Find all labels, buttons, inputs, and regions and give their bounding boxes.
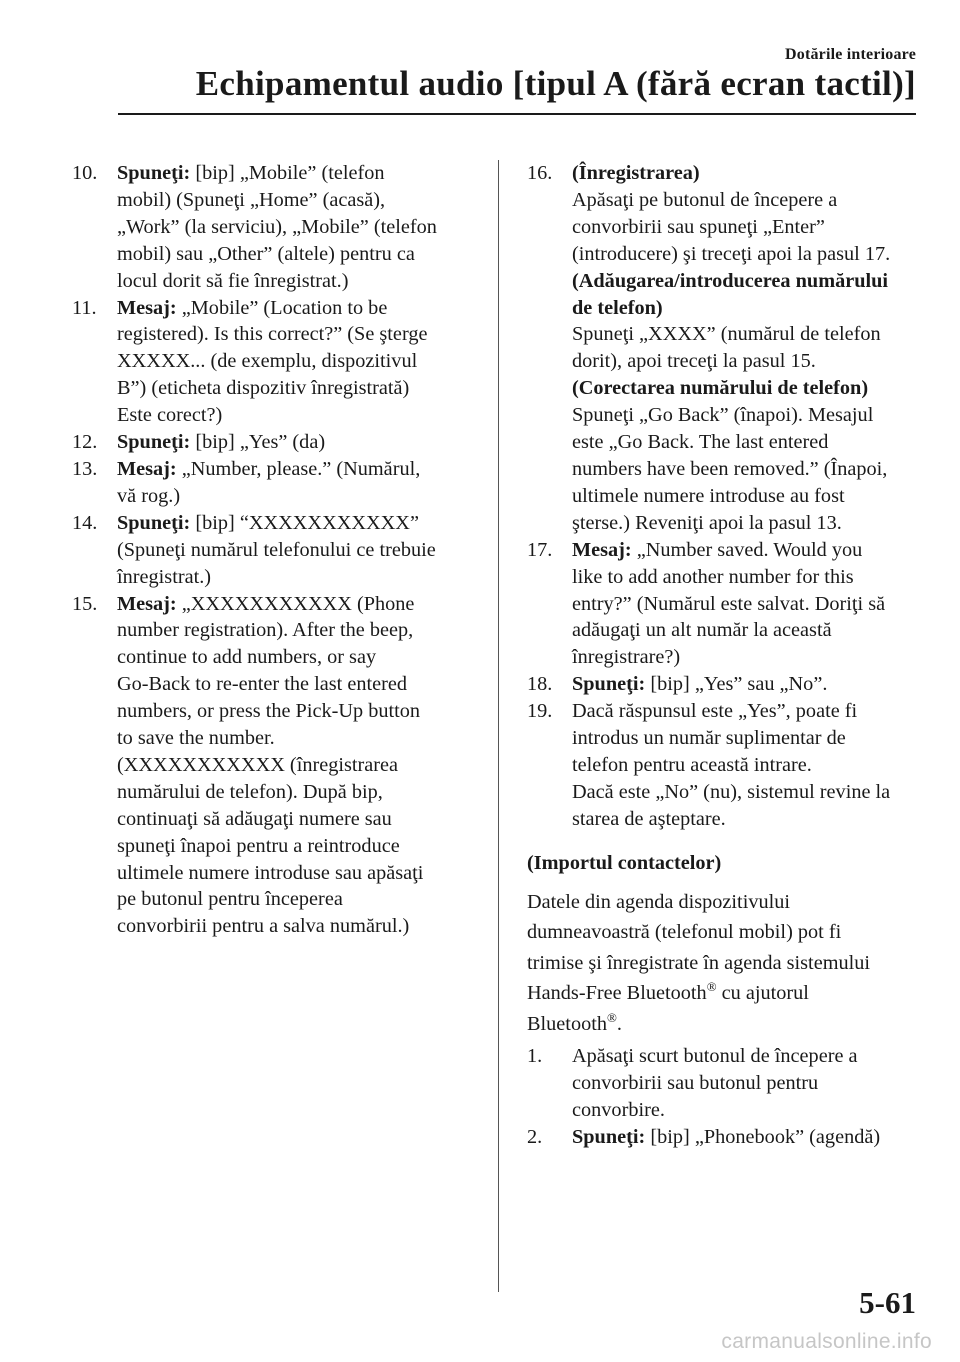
step-text: şterse.) Reveniţi apoi la pasul 13. [572,511,842,534]
step-text: „Number, please.” (Numărul, [181,457,421,480]
step-number: 16. [527,162,553,184]
step-text: registered). Is this correct?” (Se şterge [117,323,428,346]
registered-mark: ® [706,979,717,995]
step-13 [72,456,474,510]
step-15 [72,591,474,941]
step-text: continue to add numbers, or say [117,646,377,669]
step-number: 12. [72,431,98,454]
step-text: number registration). After the beep, [117,619,414,642]
step-text: [bip] „Yes” (da) [195,431,326,454]
step-16-body [527,187,919,268]
step-text: telefon pentru această intrare. [572,753,812,776]
import-contacts-paragraph [527,887,919,1040]
para-text: trimise şi înregistrate în agenda sistemului [527,951,871,974]
column-divider [498,160,499,1292]
step-number: 17. [527,538,553,561]
step-heading: (Înregistrarea) [572,162,700,184]
step-text: mobil) sau „Other” (altele) pentru ca [117,242,415,265]
step-text: [bip] „Phonebook” (agendă) [650,1125,881,1148]
step-14 [72,510,474,591]
step-text: adăugaţi un alt număr la această [572,619,832,642]
step-text: ultimele numere introduse au fost [572,484,845,507]
step-text: convorbire. [572,1098,665,1121]
step-text: vă rog.) [117,484,181,507]
step-label: Spuneţi: [117,511,191,534]
step-text: înregistrat.) [117,565,212,588]
step-text: (Spuneţi numărul telefonului ce trebuie [117,538,436,561]
step-number: 15. [72,592,98,615]
step-number: 18. [527,673,553,696]
step-text: numărului de telefon). După bip, [117,780,383,803]
step-label: Mesaj: [117,296,177,319]
step-text: Spuneţi „Go Back” (înapoi). Mesajul [572,404,874,427]
step-text: Dacă este „No” (nu), sistemul revine la [572,780,891,803]
right-column [527,160,919,1151]
step-text: Spuneţi „XXXX” (numărul de telefon [572,323,881,346]
left-column [72,160,474,940]
step-text: „Number saved. Would you [636,538,863,561]
step-16-subheading-correct [527,375,919,402]
step-text: to save the number. [117,727,275,750]
step-text: introdus un număr suplimentar de [572,727,846,750]
step-16-body-correct [527,402,919,537]
watermark: carmanualsonline.info [721,1330,932,1353]
step-text: este „Go Back. The last entered [572,431,829,454]
para-text: Datele din agenda dispozitivului [527,890,791,913]
step-16-body-add [527,321,919,375]
subheading-text: (Adăugarea/introducerea numărului [572,269,889,292]
step-11 [72,295,474,430]
step-label: Mesaj: [117,457,177,480]
step-label: Spuneţi: [117,162,191,184]
page-header-section: Dotările interioare [784,46,916,63]
step-number: 1. [527,1045,543,1068]
step-10 [72,160,474,295]
step-text: Apăsaţi pe butonul de începere a [572,188,838,211]
header-rule [118,113,916,115]
step-number: 10. [72,162,98,184]
step-text: starea de aşteptare. [572,807,726,830]
step-text: ultimele numere introduse sau apăsaţi [117,861,424,884]
step-number: 14. [72,511,98,534]
step-text: [bip] „Yes” sau „No”. [650,673,828,696]
step-text: mobil) (Spuneţi „Home” (acasă), [117,188,386,211]
step-16-subheading-add [527,268,919,322]
step-text: pe butonul pentru începerea [117,888,343,911]
step-number: 2. [527,1125,543,1148]
step-text: entry?” (Numărul este salvat. Doriţi să [572,592,886,615]
subheading-text: de telefon) [572,296,663,319]
step-text: „XXXXXXXXXXX (Phone [181,592,415,615]
step-label: Spuneţi: [572,673,646,696]
page-number: 5-61 [859,1285,916,1320]
step-text: convorbirii pentru a salva numărul.) [117,915,410,938]
step-text: Dacă răspunsul este „Yes”, poate fi [572,700,858,723]
step-text: spuneţi înapoi pentru a reintroduce [117,834,400,857]
step-text: dorit), apoi treceţi la pasul 15. [572,350,816,373]
step-text: [bip] „Mobile” (telefon [195,162,385,184]
step-text: numbers have been removed.” (Înapoi, [572,457,888,480]
step-18 [527,671,919,698]
step-text: B”) (eticheta dispozitiv înregistrată) [117,377,410,400]
step-label: Mesaj: [572,538,632,561]
step-label: Spuneţi: [572,1125,646,1148]
step-text: like to add another number for this [572,565,854,588]
step-text: „Work” (la serviciu), „Mobile” (telefon [117,215,437,238]
step-17 [527,537,919,672]
import-contacts-heading: (Importul contactelor) [527,851,722,874]
step-text: Este corect?) [117,404,223,427]
step-text: [bip] “XXXXXXXXXXX” [195,511,419,534]
para-text: dumneavoastră (telefonul mobil) pot fi [527,921,842,944]
step-text: numbers, or press the Pick-Up button [117,700,421,723]
step-text: Go-Back to re-enter the last entered [117,673,407,696]
step-text: convorbirii sau butonul pentru [572,1071,819,1094]
registered-mark: ® [607,1009,617,1025]
para-text: cu ajutorul [716,982,809,1005]
step-number: 19. [527,700,553,723]
step-text: „Mobile” (Location to be [181,296,388,319]
step-label: Mesaj: [117,592,177,615]
step-number: 13. [72,457,98,480]
step-text: (XXXXXXXXXXX (înregistrarea [117,753,399,776]
step-text: locul dorit să fie înregistrat.) [117,269,349,292]
step-text: (introducere) şi treceţi apoi la pasul 17. [572,242,891,265]
import-step-2 [527,1124,919,1151]
step-text: înregistrare?) [572,646,681,669]
para-text: Bluetooth [527,1012,607,1035]
step-number: 11. [72,296,97,319]
step-text: continuaţi să adăugaţi numere sau [117,807,392,830]
step-19 [527,698,919,833]
step-16 [527,160,919,187]
step-text: XXXXX... (de exemplu, dispozitivul [117,350,418,373]
para-text: Hands-Free Bluetooth [527,982,707,1005]
step-text: convorbirii sau spuneţi „Enter” [572,215,825,238]
step-12 [72,429,474,456]
page-header-title: Echipamentul audio [tipul A (fără ecran tactil)] [195,64,916,103]
subheading-text: (Corectarea numărului de telefon) [572,377,869,400]
import-step-1 [527,1043,919,1124]
step-text: Apăsaţi scurt butonul de începere a [572,1045,858,1068]
para-text: . [616,1012,622,1035]
step-label: Spuneţi: [117,431,191,454]
